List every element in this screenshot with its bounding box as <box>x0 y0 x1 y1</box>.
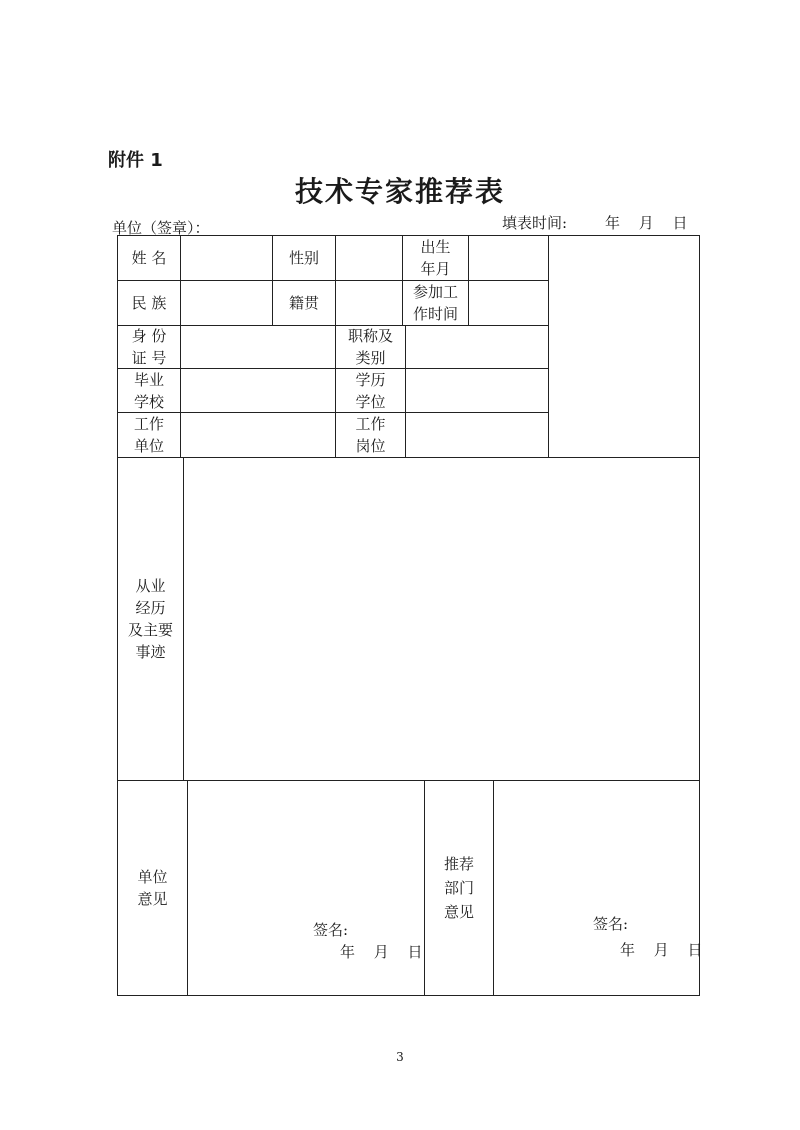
dept-opinion-label: 推荐 部门 意见 <box>425 781 494 996</box>
unit-sign-label: 签名: <box>313 921 349 939</box>
fill-date: 年 月 日 <box>605 214 688 232</box>
title-value <box>406 326 549 369</box>
experience-content <box>184 458 700 781</box>
recommendation-form-table <box>117 235 703 996</box>
native-place-value <box>336 281 403 326</box>
ethnicity-value <box>181 281 273 326</box>
workplace-label: 工作 单位 <box>118 413 181 458</box>
dept-opinion-content <box>494 781 703 996</box>
unit-sign-date: 年 月 日 <box>340 943 423 961</box>
school-value <box>181 369 336 413</box>
fill-time-label: 填表时间: <box>502 214 568 232</box>
dept-sign-label: 签名: <box>593 915 629 933</box>
gender-value <box>336 236 403 281</box>
attachment-label: 附件 1 <box>108 150 163 171</box>
page-number: 3 <box>396 1050 404 1064</box>
unit-opinion-label: 单位 意见 <box>118 781 188 996</box>
work-start-label: 参加工 作时间 <box>403 281 469 326</box>
gender-label: 性别 <box>273 236 336 281</box>
name-value <box>181 236 273 281</box>
dept-sign-date: 年 月 日 <box>620 941 703 959</box>
experience-label: 从业 经历 及主要 事迹 <box>118 458 184 781</box>
school-label: 毕业 学校 <box>118 369 181 413</box>
name-label: 姓 名 <box>118 236 181 281</box>
position-label: 工作 岗位 <box>336 413 406 458</box>
id-value <box>181 326 336 369</box>
ethnicity-label: 民 族 <box>118 281 181 326</box>
native-place-label: 籍贯 <box>273 281 336 326</box>
photo-cell <box>549 236 700 458</box>
id-label: 身 份 证 号 <box>118 326 181 369</box>
unit-seal-label: 单位（签章）： <box>112 219 210 237</box>
degree-label: 学历 学位 <box>336 369 406 413</box>
birth-value <box>469 236 549 281</box>
title-label: 职称及 类别 <box>336 326 406 369</box>
birth-label: 出生 年月 <box>403 236 469 281</box>
form-title: 技术专家推荐表 <box>294 175 505 208</box>
unit-opinion-content <box>188 781 425 996</box>
work-start-value <box>469 281 549 326</box>
workplace-value <box>181 413 336 458</box>
degree-value <box>406 369 549 413</box>
position-value <box>406 413 549 458</box>
